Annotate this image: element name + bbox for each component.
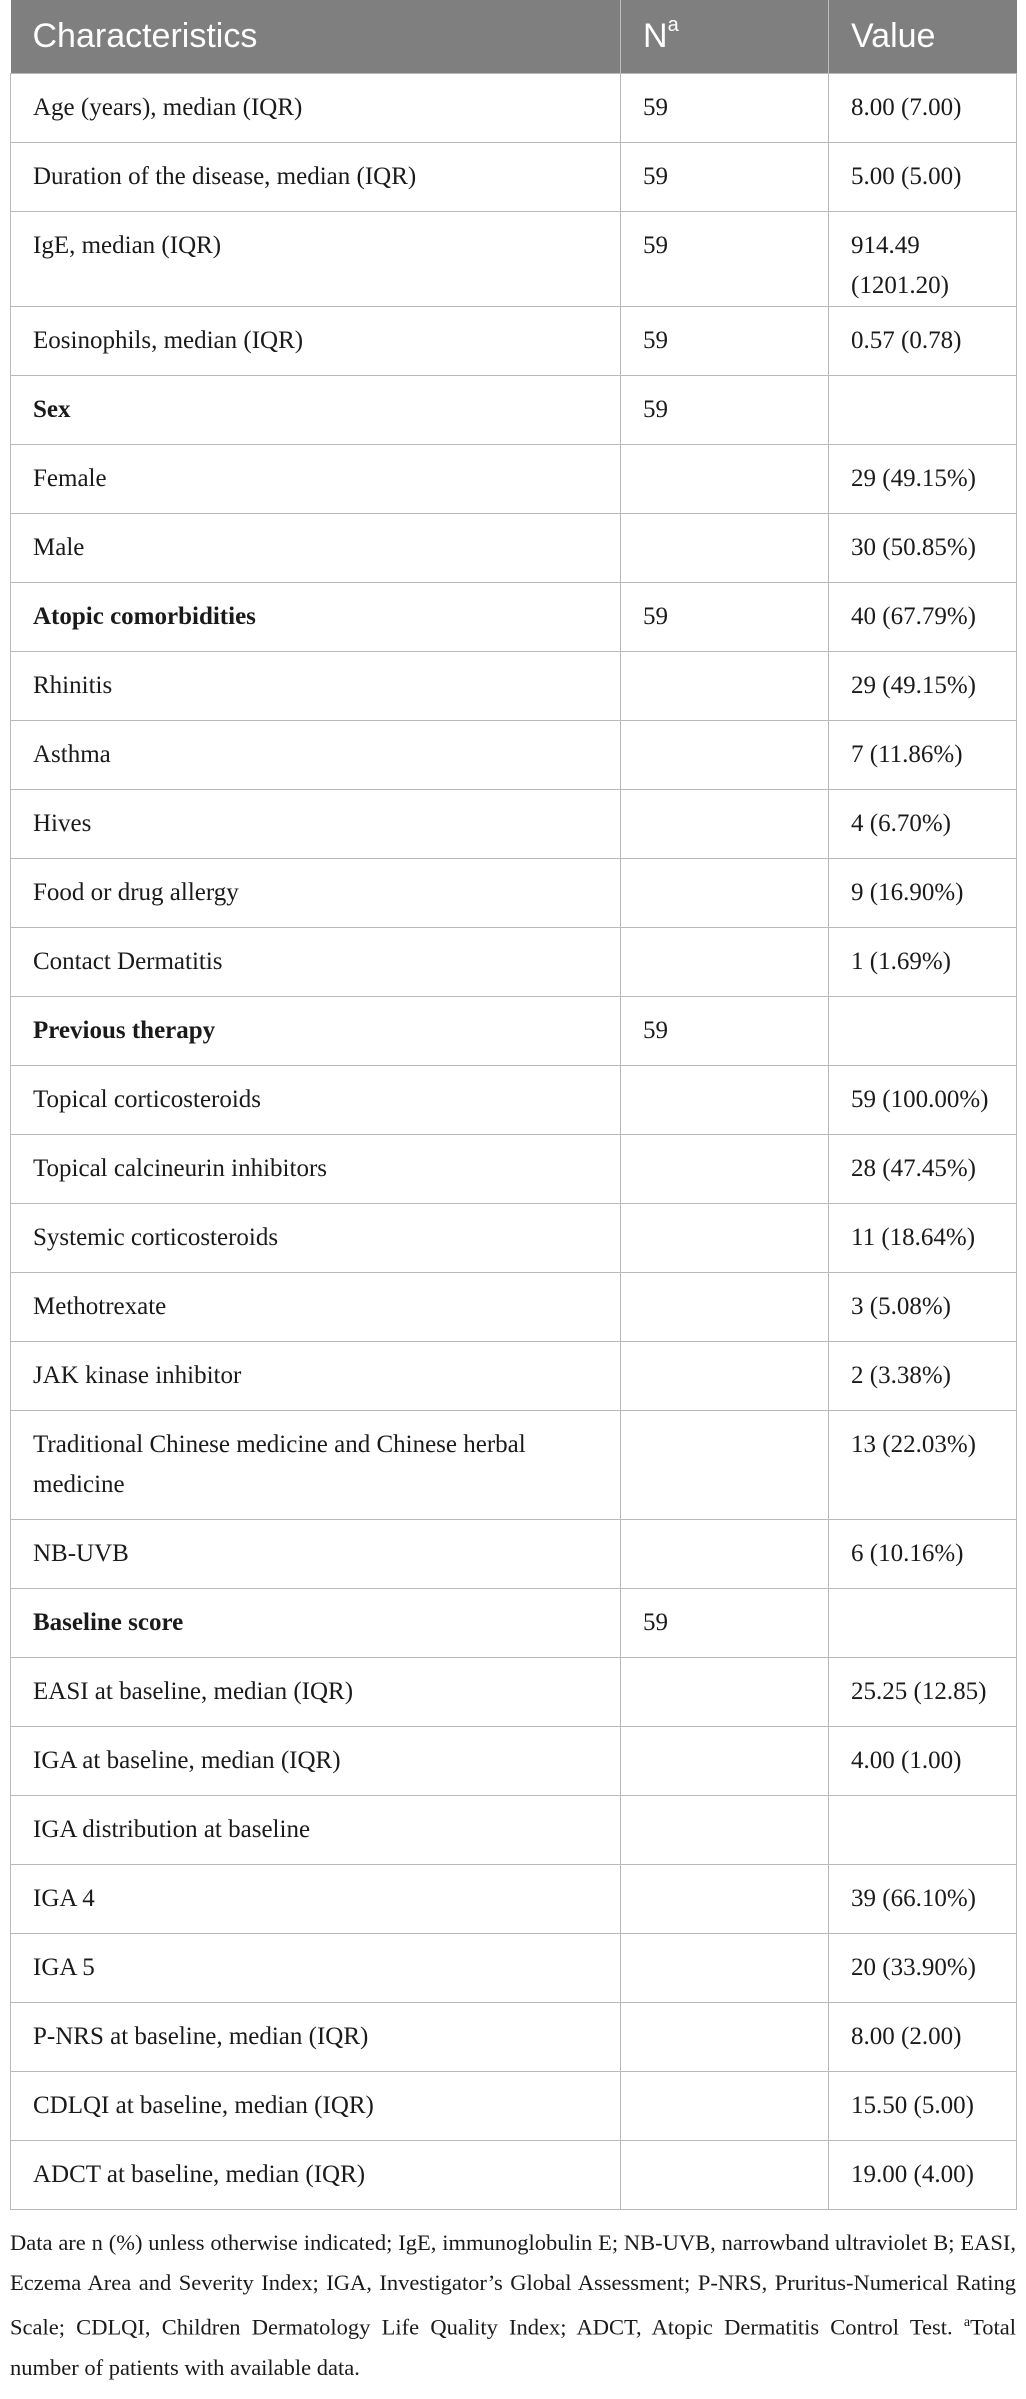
cell-characteristic	[11, 1727, 621, 1796]
cell-value	[829, 1520, 1017, 1589]
cell-characteristic	[11, 1273, 621, 1342]
cell-characteristic	[11, 1342, 621, 1411]
cell-value-text: 20 (33.90%)	[851, 1954, 976, 1981]
cell-n	[621, 1273, 829, 1342]
cell-value-text: 39 (66.10%)	[851, 1885, 976, 1912]
cell-n-text: 59	[643, 1017, 668, 1044]
cell-value-text: 28 (47.45%)	[851, 1155, 976, 1182]
cell-value	[829, 928, 1017, 997]
cell-value	[829, 1273, 1017, 1342]
table-footnote	[10, 2223, 1016, 2388]
cell-characteristic-text: Duration of the disease, median (IQR)	[33, 163, 417, 190]
cell-characteristic	[11, 2072, 621, 2141]
cell-n-text	[643, 1865, 818, 1879]
cell-value	[829, 790, 1017, 859]
cell-n	[621, 1658, 829, 1727]
cell-value	[829, 307, 1017, 376]
cell-characteristic	[11, 1204, 621, 1273]
cell-value	[829, 859, 1017, 928]
table-row	[11, 1204, 1017, 1273]
cell-n	[621, 928, 829, 997]
cell-characteristic	[11, 790, 621, 859]
cell-characteristic-text: IGA 4	[33, 1885, 95, 1912]
cell-value-text: 59 (100.00%)	[851, 1086, 989, 1113]
cell-n-text	[643, 1411, 818, 1425]
cell-n	[621, 1796, 829, 1865]
cell-n-text	[643, 1658, 818, 1672]
table-body	[11, 74, 1017, 2210]
cell-value-text: 8.00 (7.00)	[851, 94, 962, 121]
table-row	[11, 1066, 1017, 1135]
cell-characteristic-text: CDLQI at baseline, median (IQR)	[33, 2092, 374, 2119]
cell-characteristic-text: Female	[33, 465, 107, 492]
cell-characteristic-text: JAK kinase inhibitor	[33, 1362, 242, 1389]
cell-characteristic-text: Contact Dermatitis	[33, 948, 223, 975]
cell-characteristic	[11, 859, 621, 928]
table-row	[11, 1796, 1017, 1865]
cell-characteristic-text: Previous therapy	[33, 1017, 216, 1044]
table-row	[11, 74, 1017, 143]
cell-characteristic-text: Rhinitis	[33, 672, 113, 699]
cell-characteristic-text: IGA distribution at baseline	[33, 1816, 311, 1843]
cell-n	[621, 1411, 829, 1520]
footnote-text: Data are n (%) unless otherwise indicated; IgE, immunoglobulin E; NB-UVB, narrowband ultraviolet B; EASI, Eczema Area and Severity Index; IGA, Investigator’s Global Assessment; P-NRS, Pruritus-Numerical Rating Scale; CDLQI, Children Dermatology Life Quality Index; ADCT, Atopic Dermatitis Control Test.	[10, 2230, 1016, 2340]
cell-value	[829, 1934, 1017, 2003]
cell-n-text	[643, 1273, 818, 1287]
table-row	[11, 1135, 1017, 1204]
cell-characteristic	[11, 721, 621, 790]
table-row	[11, 1273, 1017, 1342]
cell-value	[829, 1411, 1017, 1520]
table-row	[11, 376, 1017, 445]
cell-value-text	[851, 1796, 1006, 1810]
cell-n-text	[643, 790, 818, 804]
cell-characteristic-text: IgE, median (IQR)	[33, 232, 222, 259]
cell-value-text: 4.00 (1.00)	[851, 1747, 962, 1774]
cell-n-text	[643, 1934, 818, 1948]
cell-n	[621, 2072, 829, 2141]
cell-value-text: 11 (18.64%)	[851, 1224, 976, 1251]
cell-value	[829, 1204, 1017, 1273]
cell-n-text: 59	[643, 603, 668, 630]
cell-n-text	[643, 1135, 818, 1149]
table-row	[11, 790, 1017, 859]
cell-n	[621, 514, 829, 583]
cell-characteristic	[11, 928, 621, 997]
characteristics-table-container	[10, 0, 1016, 2210]
cell-value-text: 0.57 (0.78)	[851, 327, 962, 354]
table-row	[11, 514, 1017, 583]
cell-characteristic-text: Asthma	[33, 741, 111, 768]
cell-n-text: 59	[643, 327, 668, 354]
table-row	[11, 859, 1017, 928]
cell-characteristic	[11, 1066, 621, 1135]
cell-n-text	[643, 652, 818, 666]
cell-n-text	[643, 1796, 818, 1810]
cell-value-text: 8.00 (2.00)	[851, 2023, 962, 2050]
cell-value	[829, 445, 1017, 514]
cell-value-text: 25.25 (12.85)	[851, 1678, 987, 1705]
cell-characteristic-text: IGA 5	[33, 1954, 95, 1981]
cell-n-text	[643, 2072, 818, 2086]
characteristics-table	[10, 0, 1017, 2210]
table-row	[11, 652, 1017, 721]
cell-n	[621, 307, 829, 376]
cell-value	[829, 514, 1017, 583]
cell-n	[621, 1204, 829, 1273]
cell-value	[829, 2003, 1017, 2072]
cell-value-text: 15.50 (5.00)	[851, 2092, 974, 2119]
table-row	[11, 1342, 1017, 1411]
cell-n	[621, 1066, 829, 1135]
cell-value	[829, 1135, 1017, 1204]
cell-value-text	[851, 376, 1006, 390]
cell-n	[621, 859, 829, 928]
cell-characteristic	[11, 307, 621, 376]
cell-characteristic	[11, 376, 621, 445]
cell-n	[621, 1865, 829, 1934]
cell-n	[621, 1520, 829, 1589]
cell-n-text: 59	[643, 396, 668, 423]
cell-n	[621, 212, 829, 307]
cell-n-text	[643, 1520, 818, 1534]
cell-n-text	[643, 445, 818, 459]
cell-value	[829, 1727, 1017, 1796]
cell-n-text	[643, 514, 818, 528]
cell-characteristic-text: Age (years), median (IQR)	[33, 94, 303, 121]
cell-value-text: 19.00 (4.00)	[851, 2161, 974, 2188]
cell-characteristic	[11, 997, 621, 1066]
table-row	[11, 143, 1017, 212]
cell-n	[621, 445, 829, 514]
table-row	[11, 212, 1017, 307]
cell-characteristic-text: Traditional Chinese medicine and Chinese herbal medicine	[33, 1431, 526, 1498]
cell-characteristic	[11, 212, 621, 307]
cell-characteristic	[11, 514, 621, 583]
cell-n	[621, 2141, 829, 2210]
cell-characteristic	[11, 2003, 621, 2072]
cell-characteristic	[11, 445, 621, 514]
cell-n-text: 59	[643, 1609, 668, 1636]
table-row	[11, 1934, 1017, 2003]
cell-value	[829, 583, 1017, 652]
cell-value	[829, 1865, 1017, 1934]
cell-characteristic-text: P-NRS at baseline, median (IQR)	[33, 2023, 369, 2050]
cell-n-text	[643, 928, 818, 942]
table-row	[11, 1411, 1017, 1520]
cell-value	[829, 1658, 1017, 1727]
cell-value	[829, 997, 1017, 1066]
cell-characteristic-text: Food or drug allergy	[33, 879, 239, 906]
cell-characteristic	[11, 143, 621, 212]
cell-n	[621, 721, 829, 790]
cell-n-text	[643, 1066, 818, 1080]
cell-characteristic	[11, 74, 621, 143]
cell-n	[621, 652, 829, 721]
cell-value	[829, 721, 1017, 790]
cell-n	[621, 790, 829, 859]
cell-value-text: 4 (6.70%)	[851, 810, 951, 837]
cell-value-text: 5.00 (5.00)	[851, 163, 962, 190]
cell-n	[621, 1934, 829, 2003]
cell-n	[621, 1727, 829, 1796]
cell-n	[621, 1342, 829, 1411]
cell-value-text: 914.49 (1201.20)	[851, 232, 949, 299]
header-value: Value	[829, 0, 1017, 74]
cell-characteristic-text: Sex	[33, 396, 71, 423]
cell-characteristic-text: IGA at baseline, median (IQR)	[33, 1747, 341, 1774]
cell-n	[621, 143, 829, 212]
cell-value	[829, 1342, 1017, 1411]
cell-characteristic	[11, 1658, 621, 1727]
footnote-superscript: a	[963, 2315, 971, 2330]
cell-value-text: 3 (5.08%)	[851, 1293, 951, 1320]
table-row	[11, 721, 1017, 790]
cell-n-text	[643, 859, 818, 873]
table-row	[11, 1658, 1017, 1727]
table-row	[11, 1727, 1017, 1796]
cell-n-text: 59	[643, 163, 668, 190]
cell-value	[829, 143, 1017, 212]
header-n-superscript: a	[667, 13, 679, 36]
cell-characteristic-text: NB-UVB	[33, 1540, 129, 1567]
cell-characteristic	[11, 1865, 621, 1934]
cell-value-text: 1 (1.69%)	[851, 948, 951, 975]
cell-value	[829, 1796, 1017, 1865]
footnote-tail: Total number of patients with available data.	[10, 2314, 1016, 2380]
cell-characteristic-text: Hives	[33, 810, 92, 837]
cell-value-text: 29 (49.15%)	[851, 672, 976, 699]
cell-characteristic	[11, 2141, 621, 2210]
cell-value-text: 29 (49.15%)	[851, 465, 976, 492]
table-header	[11, 0, 1017, 74]
cell-characteristic-text: Baseline score	[33, 1609, 184, 1636]
cell-n	[621, 74, 829, 143]
cell-characteristic-text: EASI at baseline, median (IQR)	[33, 1678, 354, 1705]
cell-value	[829, 2072, 1017, 2141]
cell-characteristic	[11, 1934, 621, 2003]
table-row	[11, 307, 1017, 376]
cell-n	[621, 583, 829, 652]
header-characteristics: Characteristics	[11, 0, 621, 74]
table-row	[11, 445, 1017, 514]
cell-characteristic	[11, 1135, 621, 1204]
cell-value-text	[851, 997, 1006, 1011]
cell-n	[621, 997, 829, 1066]
cell-characteristic-text: Atopic comorbidities	[33, 603, 256, 630]
cell-characteristic-text: Methotrexate	[33, 1293, 167, 1320]
header-n: $N^a$	[621, 0, 829, 74]
cell-n	[621, 376, 829, 445]
cell-value	[829, 212, 1017, 307]
table-row	[11, 583, 1017, 652]
table-row	[11, 2003, 1017, 2072]
cell-characteristic	[11, 1589, 621, 1658]
cell-characteristic	[11, 583, 621, 652]
table-row	[11, 997, 1017, 1066]
table-row	[11, 2072, 1017, 2141]
cell-n-text	[643, 721, 818, 735]
cell-value-text	[851, 1589, 1006, 1603]
cell-n	[621, 1589, 829, 1658]
cell-characteristic	[11, 1796, 621, 1865]
cell-n-text	[643, 1727, 818, 1741]
cell-value-text: 13 (22.03%)	[851, 1431, 976, 1458]
cell-n-text	[643, 1204, 818, 1218]
cell-characteristic-text: Topical calcineurin inhibitors	[33, 1155, 327, 1182]
table-row	[11, 1520, 1017, 1589]
table-row	[11, 1589, 1017, 1658]
cell-value-text: 30 (50.85%)	[851, 534, 976, 561]
cell-characteristic-text: ADCT at baseline, median (IQR)	[33, 2161, 366, 2188]
cell-characteristic-text: Topical corticosteroids	[33, 1086, 262, 1113]
cell-characteristic	[11, 652, 621, 721]
table-row	[11, 2141, 1017, 2210]
cell-value-text: 40 (67.79%)	[851, 603, 976, 630]
cell-n	[621, 1135, 829, 1204]
cell-characteristic-text: Systemic corticosteroids	[33, 1224, 279, 1251]
table-row	[11, 1865, 1017, 1934]
cell-value	[829, 376, 1017, 445]
table-row	[11, 928, 1017, 997]
cell-value	[829, 2141, 1017, 2210]
cell-n-text	[643, 1342, 818, 1356]
cell-n	[621, 2003, 829, 2072]
cell-n-text	[643, 2141, 818, 2155]
cell-characteristic	[11, 1520, 621, 1589]
cell-n-text: 59	[643, 232, 668, 259]
cell-value	[829, 74, 1017, 143]
cell-characteristic	[11, 1411, 621, 1520]
cell-value	[829, 1589, 1017, 1658]
cell-value-text: 9 (16.90%)	[851, 879, 964, 906]
cell-value	[829, 652, 1017, 721]
cell-characteristic-text: Eosinophils, median (IQR)	[33, 327, 304, 354]
cell-value-text: 7 (11.86%)	[851, 741, 963, 768]
cell-n-text	[643, 2003, 818, 2017]
cell-characteristic-text: Male	[33, 534, 85, 561]
cell-value-text: 6 (10.16%)	[851, 1540, 964, 1567]
cell-n-text: 59	[643, 94, 668, 121]
cell-value	[829, 1066, 1017, 1135]
cell-value-text: 2 (3.38%)	[851, 1362, 951, 1389]
